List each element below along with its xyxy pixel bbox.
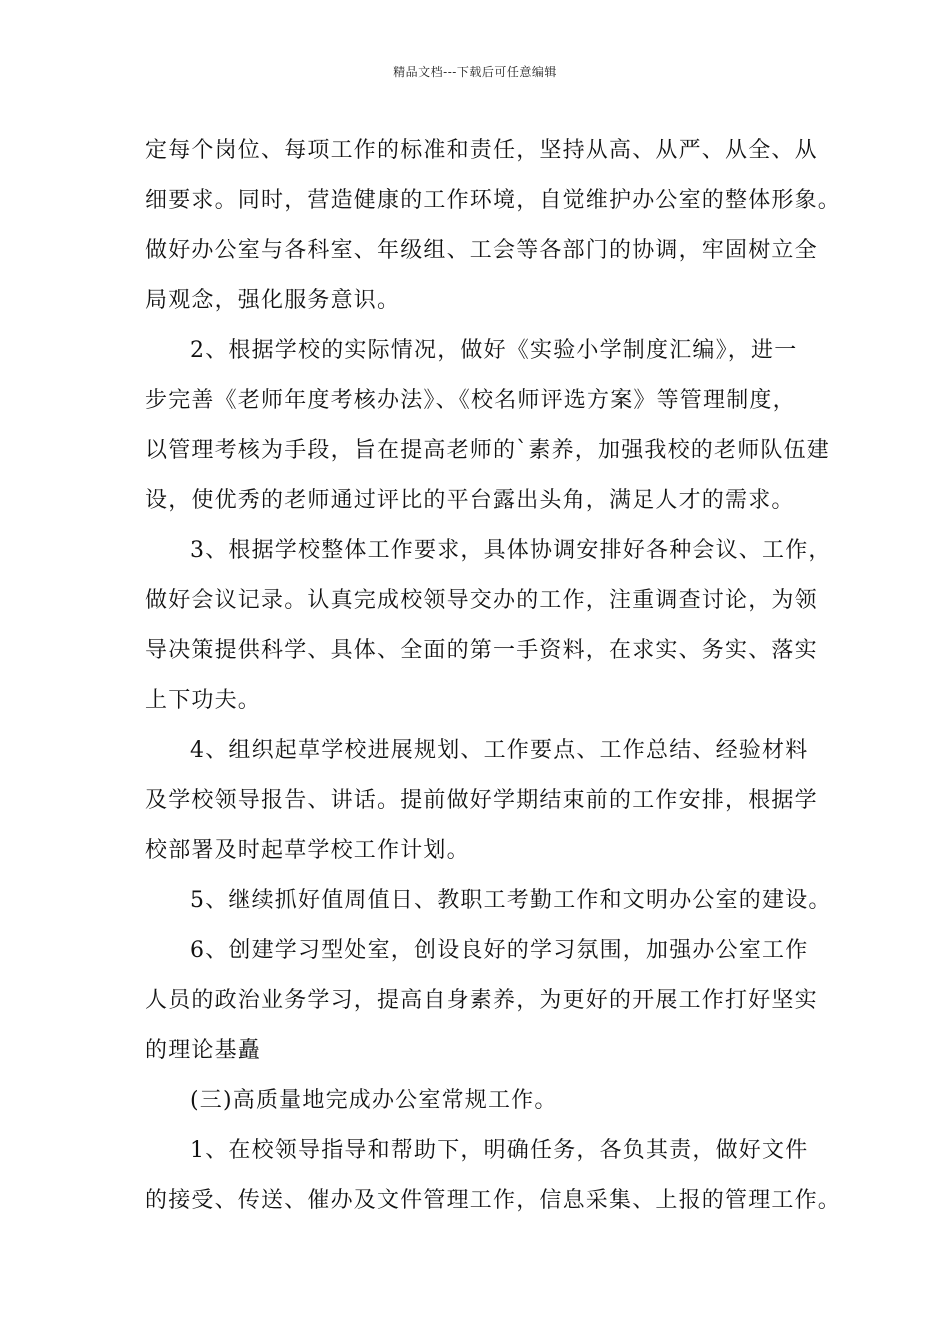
text-line: 人员的政治业务学习，提高自身素养，为更好的开展工作打好坚实 [145,988,818,1013]
text-line: 做好办公室与各科室、年级组、工会等各部门的协调，牢固树立全 [145,238,818,263]
text-line: 2、根据学校的实际情况，做好《实验小学制度汇编》，进一 [190,338,798,363]
text-line: 1、在校领导指导和帮助下，明确任务，各负其责，做好文件 [190,1138,809,1163]
text-line: 导决策提供科学、具体、全面的第一手资料，在求实、务实、落实 [145,638,818,663]
text-line: 6、创建学习型处室，创设良好的学习氛围，加强办公室工作 [190,938,809,963]
text-line: 设，使优秀的老师通过评比的平台露出头角，满足人才的需求。 [145,488,795,513]
text-line: 及学校领导报告、讲话。提前做好学期结束前的工作安排，根据学 [145,788,818,813]
text-line: 细要求。同时，营造健康的工作环境，自觉维护办公室的整体形象。 [145,188,842,213]
text-line: 步完善《老师年度考核办法》、《校名师评选方案》等管理制度， [145,388,796,413]
text-line: 4、组织起草学校进展规划、工作要点、工作总结、经验材料 [190,738,809,763]
text-line: 5、继续抓好值周值日、教职工考勤工作和文明办公室的建设。 [190,888,832,913]
text-line: 的接受、传送、催办及文件管理工作，信息采集、上报的管理工作。 [145,1188,842,1213]
text-line: 的理论基矗 [145,1038,262,1063]
text-line: 局观念，强化服务意识。 [145,288,401,313]
page-header: 精品文档---下载后可任意编辑 [393,65,557,79]
text-line: 3、根据学校整体工作要求，具体协调安排好各种会议、工作， [190,538,832,563]
text-line: 定每个岗位、每项工作的标准和责任，坚持从高、从严、从全、从 [145,138,818,163]
text-line: 校部署及时起草学校工作计划。 [145,838,470,863]
text-line: 做好会议记录。认真完成校领导交办的工作，注重调查讨论，为领 [145,588,818,613]
section-heading: (三)高质量地完成办公室常规工作。 [190,1088,558,1113]
text-line: 以管理考核为手段，旨在提高老师的`素养，加强我校的老师队伍建 [145,438,831,463]
text-line: 上下功夫。 [145,688,262,713]
